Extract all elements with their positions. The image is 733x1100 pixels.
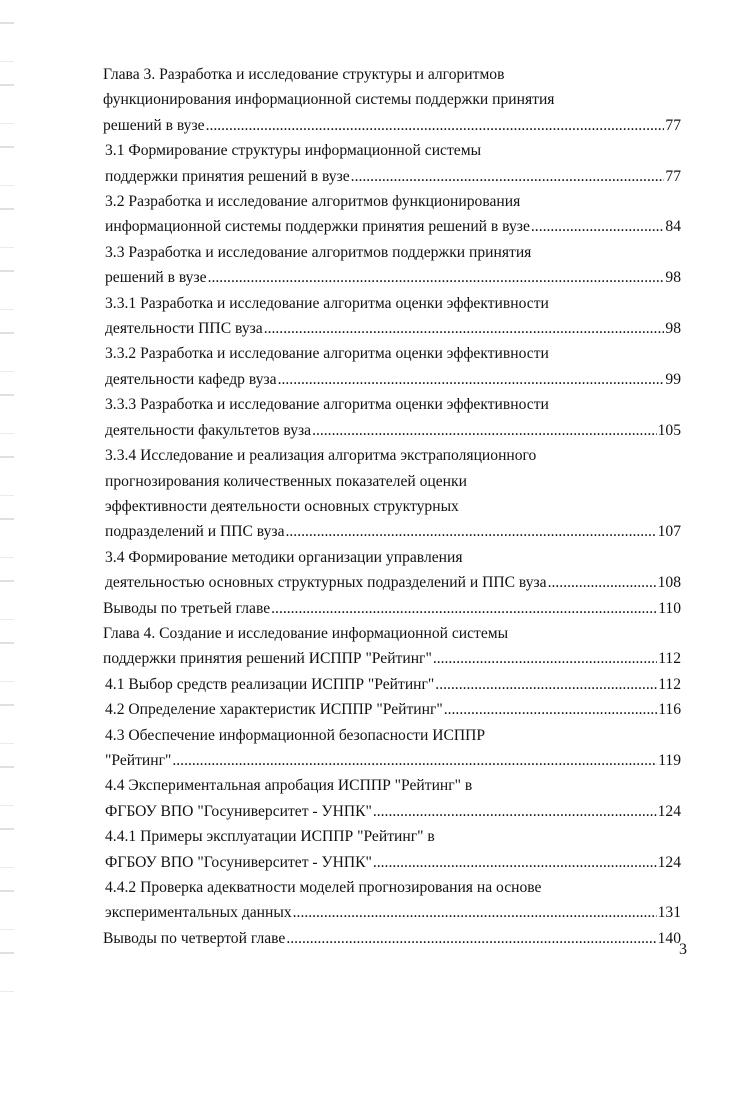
- toc-entry: [103, 926, 681, 951]
- toc-page-number: 110: [658, 599, 681, 617]
- toc-entry-last-line: [105, 164, 681, 189]
- table-of-contents: [103, 62, 681, 951]
- toc-entry-title: решений в вузе: [103, 116, 205, 134]
- toc-page-number: 131: [657, 904, 681, 922]
- toc-entry-title: Выводы по третьей главе: [103, 599, 271, 617]
- scan-edge-artifact: [0, 0, 14, 1000]
- toc-entry: [103, 773, 681, 824]
- dot-leader: [351, 164, 665, 189]
- toc-entry: [103, 672, 681, 697]
- toc-page-number: 98: [665, 269, 681, 287]
- toc-entry-title: экспериментальных данных: [105, 904, 292, 922]
- toc-entry-title: решений в вузе: [105, 269, 207, 287]
- toc-entry-last-line: [105, 519, 681, 544]
- toc-entry-line: Глава 4. Создание и исследование информационной системы: [103, 624, 509, 642]
- dot-leader: [444, 697, 657, 722]
- toc-entry-last-line: [105, 748, 681, 773]
- toc-page-number: 98: [665, 320, 681, 338]
- toc-entry-title: информационной системы поддержки принятия решений в вузе: [105, 218, 530, 236]
- toc-entry: [103, 697, 681, 722]
- toc-entry-line: 3.3 Разработка и исследование алгоритмов поддержки принятия: [105, 243, 532, 261]
- toc-entry-line: 3.3.4 Исследование и реализация алгоритма экстраполяционного: [105, 447, 537, 465]
- dot-leader: [531, 214, 665, 239]
- toc-entry-line: 3.3.1 Разработка и исследование алгоритма оценки эффективности: [105, 294, 549, 312]
- toc-entry-title: поддержки принятия решений в вузе: [105, 167, 350, 185]
- toc-page-number: 108: [657, 574, 681, 592]
- dot-leader: [208, 265, 665, 290]
- toc-entry: [103, 443, 681, 545]
- dot-leader: [312, 418, 657, 443]
- toc-entry-title: деятельности ППС вуза: [105, 320, 263, 338]
- dot-leader: [433, 646, 657, 671]
- toc-entry-last-line: [105, 672, 681, 697]
- toc-entry-line: прогнозирования количественных показателей оценки: [105, 472, 467, 490]
- toc-entry-line: 3.4 Формирование методики организации управления: [105, 548, 463, 566]
- toc-entry-last-line: [105, 570, 681, 595]
- toc-entry-title: деятельностью основных структурных подразделений и ППС вуза: [105, 574, 547, 592]
- toc-entry-last-line: [105, 265, 681, 290]
- toc-page-number: 116: [658, 701, 681, 719]
- toc-entry: [103, 291, 681, 342]
- toc-entry: [103, 545, 681, 596]
- toc-entry-line: 3.2 Разработка и исследование алгоритмов функционирования: [105, 193, 521, 211]
- dot-leader: [373, 799, 657, 824]
- dot-leader: [373, 850, 657, 875]
- toc-entry-line: 4.3 Обеспечение информационной безопасности ИСППР: [105, 726, 486, 744]
- dot-leader: [206, 113, 665, 138]
- toc-entry-title: деятельности кафедр вуза: [105, 370, 277, 388]
- toc-entry-title: ФГБОУ ВПО "Госуниверситет - УНПК": [105, 853, 372, 871]
- toc-page-number: 99: [665, 370, 681, 388]
- toc-entry-title: деятельности факультетов вуза: [105, 421, 312, 439]
- dot-leader: [278, 367, 665, 392]
- toc-entry-line: 4.4.2 Проверка адекватности моделей прогнозирования на основе: [105, 879, 542, 896]
- toc-entry-title: 4.2 Определение характеристик ИСППР "Рейтинг": [105, 701, 443, 719]
- toc-entry: [103, 875, 681, 926]
- toc-entry-last-line: [105, 900, 681, 925]
- toc-entry-title: ФГБОУ ВПО "Госуниверситет - УНПК": [105, 802, 372, 820]
- toc-entry: [103, 723, 681, 774]
- toc-page-number: 77: [665, 167, 681, 185]
- dot-leader: [548, 570, 657, 595]
- dot-leader: [271, 596, 657, 621]
- toc-page-number: 112: [658, 675, 681, 693]
- toc-entry-last-line: [105, 367, 681, 392]
- toc-page-number: 84: [665, 218, 681, 236]
- dot-leader: [172, 748, 657, 773]
- toc-entry: [103, 138, 681, 189]
- page-number: 3: [679, 941, 687, 958]
- toc-entry-title: поддержки принятия решений ИСППР "Рейтинг": [103, 650, 432, 668]
- toc-entry-line: 4.4.1 Примеры эксплуатации ИСППР "Рейтинг" в: [105, 828, 435, 846]
- toc-page-number: 112: [658, 650, 681, 668]
- toc-page-number: 105: [657, 421, 681, 439]
- toc-entry-last-line: [103, 113, 681, 138]
- dot-leader: [264, 316, 665, 341]
- toc-entry-last-line: [105, 418, 681, 443]
- toc-entry: [103, 596, 681, 621]
- toc-entry-last-line: [105, 697, 681, 722]
- toc-entry: [103, 621, 681, 672]
- toc-entry-last-line: [103, 926, 681, 951]
- toc-entry-line: 4.4 Экспериментальная апробация ИСППР "Рейтинг" в: [105, 777, 473, 795]
- toc-entry: [103, 824, 681, 875]
- toc-entry-last-line: [105, 850, 681, 875]
- toc-entry: [103, 189, 681, 240]
- toc-entry-last-line: [103, 596, 681, 621]
- dot-leader: [286, 926, 656, 951]
- toc-page-number: 140: [657, 929, 681, 947]
- toc-entry: [103, 392, 681, 443]
- toc-entry-title: Выводы по четвертой главе: [103, 929, 286, 947]
- toc-page-number: 124: [657, 802, 681, 820]
- toc-entry-title: "Рейтинг": [105, 751, 172, 769]
- toc-entry-title: подразделений и ППС вуза: [105, 523, 285, 541]
- toc-page-number: 107: [657, 523, 681, 541]
- toc-entry-line: 3.3.3 Разработка и исследование алгоритма оценки эффективности: [105, 396, 549, 414]
- toc-entry: [103, 341, 681, 392]
- toc-page-number: 119: [658, 751, 681, 769]
- toc-entry-last-line: [105, 316, 681, 341]
- toc-page-number: 77: [665, 116, 681, 134]
- dot-leader: [435, 672, 657, 697]
- toc-page-number: 124: [657, 853, 681, 871]
- toc-entry-line: 3.3.2 Разработка и исследование алгоритма оценки эффективности: [105, 345, 549, 363]
- toc-entry-line: эффективности деятельности основных структурных: [105, 497, 459, 515]
- toc-entry-line: функционирования информационной системы поддержки принятия: [103, 91, 555, 109]
- toc-entry-line: 3.1 Формирование структуры информационной системы: [105, 142, 482, 160]
- toc-entry-last-line: [105, 799, 681, 824]
- toc-entry-line: Глава 3. Разработка и исследование структуры и алгоритмов: [103, 66, 505, 83]
- dot-leader: [293, 900, 657, 925]
- toc-entry-title: 4.1 Выбор средств реализации ИСППР "Рейтинг": [105, 675, 435, 693]
- toc-entry-last-line: [105, 214, 681, 239]
- toc-entry: [103, 240, 681, 291]
- toc-entry: [103, 62, 681, 138]
- toc-entry-last-line: [103, 646, 681, 671]
- dot-leader: [286, 519, 657, 544]
